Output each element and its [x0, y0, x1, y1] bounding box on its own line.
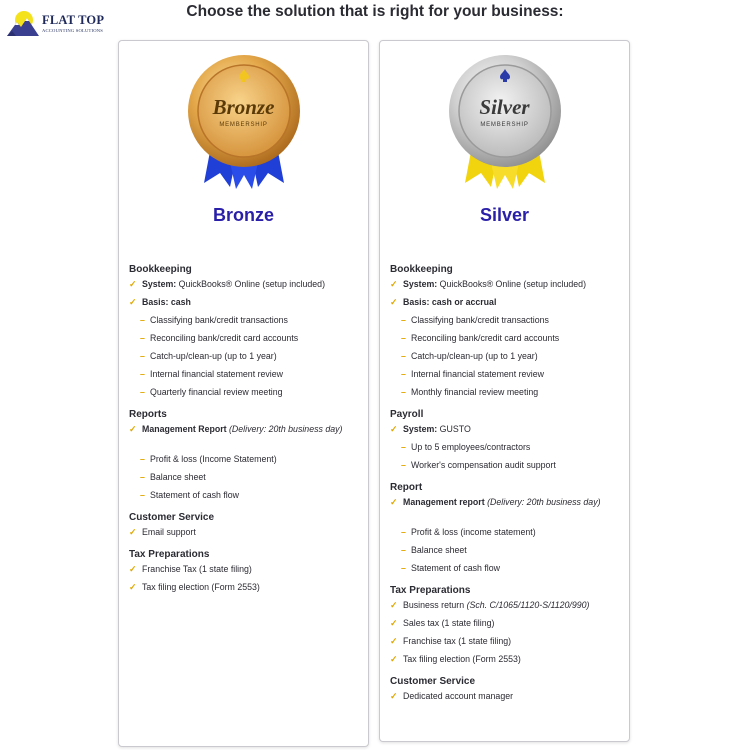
feature-section — [390, 673, 622, 708]
checkmark-icon: ✓ — [390, 600, 398, 610]
section-heading: Tax Preparations — [390, 585, 471, 596]
feature-text: QuickBooks® Online (setup included) — [437, 279, 587, 289]
checkmark-icon: ✓ — [390, 497, 398, 507]
dash-icon: – — [140, 333, 145, 343]
feature-label: System: — [403, 279, 438, 289]
section-heading: Payroll — [390, 409, 424, 420]
silver-medal-word: Silver — [479, 95, 530, 119]
sub-feature-item — [129, 489, 361, 507]
sub-feature-item — [129, 350, 361, 368]
bronze-feature-list — [129, 261, 361, 601]
checkmark-icon: ✓ — [129, 564, 137, 574]
dash-icon: – — [401, 315, 406, 325]
feature-text: Balance sheet — [150, 472, 206, 482]
included-feature-item — [390, 599, 622, 617]
included-feature-item — [390, 635, 622, 653]
sub-feature-item — [390, 314, 622, 332]
sub-feature-item — [390, 368, 622, 386]
dash-icon: – — [140, 369, 145, 379]
feature-text: Tax filing election (Form 2553) — [403, 654, 521, 664]
dash-icon: – — [140, 490, 145, 500]
checkmark-icon: ✓ — [129, 297, 137, 307]
feature-section — [129, 261, 361, 404]
bronze-plan-card — [118, 40, 369, 747]
feature-text: Catch-up/clean-up (up to 1 year) — [411, 351, 538, 361]
checkmark-icon: ✓ — [390, 636, 398, 646]
included-feature-item — [129, 563, 361, 581]
silver-medal — [443, 49, 567, 193]
section-heading: Report — [390, 482, 423, 493]
feature-text: Catch-up/clean-up (up to 1 year) — [150, 351, 277, 361]
feature-section — [390, 406, 622, 477]
included-feature-item — [129, 423, 361, 453]
feature-text: Worker's compensation audit support — [411, 460, 556, 470]
feature-note: (Sch. C/1065/1120-S/1120/990) — [464, 600, 590, 610]
silver-medal-subtitle: MEMBERSHIP — [480, 122, 529, 128]
included-feature-item — [390, 496, 622, 526]
bronze-medal-icon — [182, 49, 306, 193]
feature-section — [129, 509, 361, 544]
section-heading: Customer Service — [129, 512, 215, 523]
sub-feature-item — [390, 562, 622, 580]
bronze-medal — [182, 49, 306, 193]
sub-feature-item — [390, 459, 622, 477]
logo-subtitle: ACCOUNTING SOLUTIONS — [42, 27, 104, 33]
feature-text: Profit & loss (Income Statement) — [150, 454, 277, 464]
included-feature-item — [390, 278, 622, 296]
silver-feature-list — [390, 261, 622, 710]
included-feature-item — [129, 296, 361, 314]
feature-section — [129, 406, 361, 507]
feature-text: Sales tax (1 state filing) — [403, 618, 495, 628]
section-heading: Reports — [129, 409, 167, 420]
checkmark-icon: ✓ — [129, 582, 137, 592]
feature-text: Statement of cash flow — [411, 563, 500, 573]
feature-section — [390, 479, 622, 580]
feature-text: Tax filing election (Form 2553) — [142, 582, 260, 592]
dash-icon: – — [140, 351, 145, 361]
sub-feature-item — [390, 441, 622, 459]
feature-text: Business return — [403, 600, 465, 610]
silver-plan-card — [379, 40, 630, 742]
feature-text: Up to 5 employees/contractors — [411, 442, 531, 452]
bronze-medal-word: Bronze — [212, 95, 275, 119]
feature-label: Basis: cash or accrual — [403, 297, 497, 307]
sub-feature-item — [129, 332, 361, 350]
feature-text: Profit & loss (income statement) — [411, 527, 536, 537]
checkmark-icon: ✓ — [390, 654, 398, 664]
checkmark-icon: ✓ — [129, 279, 137, 289]
dash-icon: – — [401, 527, 406, 537]
dash-icon: – — [401, 563, 406, 573]
feature-text: Monthly financial review meeting — [411, 387, 539, 397]
checkmark-icon: ✓ — [129, 527, 137, 537]
feature-note: (Delivery: 20th business day) — [226, 424, 343, 434]
feature-section — [390, 582, 622, 671]
feature-label: System: — [142, 279, 177, 289]
feature-text: Quarterly financial review meeting — [150, 387, 283, 397]
sub-feature-item — [129, 314, 361, 332]
checkmark-icon: ✓ — [390, 618, 398, 628]
sub-feature-item — [129, 368, 361, 386]
sub-feature-item — [129, 471, 361, 489]
logo-name: FLAT TOP — [42, 13, 105, 28]
included-feature-item — [129, 526, 361, 544]
feature-label: Management report — [403, 497, 485, 507]
feature-text: Balance sheet — [411, 545, 467, 555]
included-feature-item — [390, 653, 622, 671]
sub-feature-item — [129, 386, 361, 404]
section-heading: Tax Preparations — [129, 549, 210, 560]
dash-icon: – — [401, 545, 406, 555]
dash-icon: – — [401, 351, 406, 361]
included-feature-item — [129, 581, 361, 599]
bronze-medal-subtitle: MEMBERSHIP — [219, 122, 268, 128]
checkmark-icon: ✓ — [390, 691, 398, 701]
sub-feature-item — [390, 332, 622, 350]
sub-feature-item — [390, 526, 622, 544]
feature-text: Statement of cash flow — [150, 490, 239, 500]
feature-section — [129, 546, 361, 599]
feature-text: Dedicated account manager — [403, 691, 514, 701]
section-heading: Customer Service — [390, 676, 476, 687]
feature-text: Email support — [142, 527, 196, 537]
feature-text: Internal financial statement review — [411, 369, 544, 379]
included-feature-item — [390, 423, 622, 441]
sub-feature-item — [390, 544, 622, 562]
feature-text: Franchise tax (1 state filing) — [403, 636, 512, 646]
included-feature-item — [390, 690, 622, 708]
sub-feature-item — [129, 453, 361, 471]
included-feature-item — [129, 278, 361, 296]
section-heading: Bookkeeping — [129, 264, 192, 275]
feature-label: System: — [403, 424, 438, 434]
included-feature-item — [390, 617, 622, 635]
feature-text: Internal financial statement review — [150, 369, 283, 379]
dash-icon: – — [140, 387, 145, 397]
section-heading: Bookkeeping — [390, 264, 453, 275]
feature-text: GUSTO — [437, 424, 471, 434]
dash-icon: – — [140, 315, 145, 325]
dash-icon: – — [401, 442, 406, 452]
feature-text: QuickBooks® Online (setup included) — [176, 279, 326, 289]
dash-icon: – — [401, 369, 406, 379]
sub-feature-item — [390, 386, 622, 404]
feature-text: Classifying bank/credit transactions — [411, 315, 549, 325]
feature-label: Basis: cash — [142, 297, 191, 307]
checkmark-icon: ✓ — [390, 424, 398, 434]
feature-text: Classifying bank/credit transactions — [150, 315, 288, 325]
included-feature-item — [390, 296, 622, 314]
checkmark-icon: ✓ — [129, 424, 137, 434]
sub-feature-item — [390, 350, 622, 368]
dash-icon: – — [140, 454, 145, 464]
silver-medal-icon — [443, 49, 567, 193]
feature-text: Franchise Tax (1 state filing) — [142, 564, 252, 574]
silver-plan-title: Silver — [479, 205, 530, 225]
bronze-plan-title: Bronze — [212, 205, 274, 225]
page-headline: Choose the solution that is right for your business: — [186, 3, 564, 20]
feature-section — [390, 261, 622, 404]
feature-label: Management Report — [142, 424, 227, 434]
feature-note: (Delivery: 20th business day) — [484, 497, 601, 507]
checkmark-icon: ✓ — [390, 297, 398, 307]
dash-icon: – — [401, 387, 406, 397]
dash-icon: – — [140, 472, 145, 482]
dash-icon: – — [401, 333, 406, 343]
checkmark-icon: ✓ — [390, 279, 398, 289]
feature-text: Reconciling bank/credit card accounts — [411, 333, 560, 343]
feature-text: Reconciling bank/credit card accounts — [150, 333, 299, 343]
dash-icon: – — [401, 460, 406, 470]
